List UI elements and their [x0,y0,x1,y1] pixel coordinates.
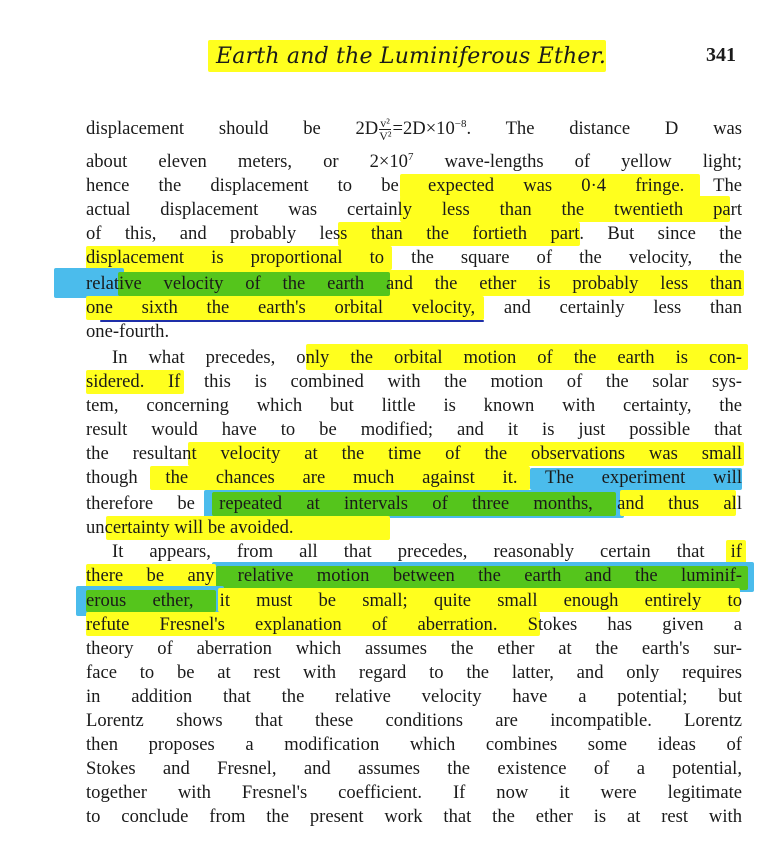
text-line: though the chances are much against it. The experiment will [86,467,742,488]
text-line-part: wave-lengths of yellow light; [413,151,742,172]
text-line: tem, concerning which but little is known with certainty, the [86,395,742,416]
text-line: therefore be repeated at intervals of three months, and thus all [86,493,742,514]
text-line: together with Fresnel's coefficient. If now it were legitimate [86,782,742,803]
text-line: one sixth the earth's orbital velocity, and certainly less than [86,297,742,318]
text-line: uncertainty will be avoided. [86,517,294,538]
text-line: relative velocity of the earth and the ether is probably less than [86,273,742,294]
fraction-denominator: V² [379,129,392,144]
text-line: sidered. If this is combined with the motion of the solar sys- [86,371,742,392]
text-line: It appears, from all that precedes, reasonably certain that if [112,541,742,562]
text-line: displacement is proportional to the square of the velocity, the [86,247,742,268]
formula-lead: displacement should be 2D [86,118,379,139]
formula-exponent: −8 [454,117,467,130]
text-line: erous ether, it must be small; quite small enough entirely to [86,590,742,611]
text-line: face to be at rest with regard to the latter, and only requires [86,662,742,683]
text-line: the resultant velocity at the time of the observations was small [86,443,742,464]
text-line-part: about eleven meters, or 2×10 [86,151,408,172]
text-line-formula [86,112,742,146]
fraction-numerator: v² [380,116,390,131]
text-line: in addition that the relative velocity have a potential; but [86,686,742,707]
text-line: one-fourth. [86,321,170,342]
running-title: Earth and the Luminiferous Ether. [216,44,607,69]
text-line: Stokes and Fresnel, and assumes the existence of a potential, [86,758,742,779]
text-line: hence the displacement to be expected was 0·4 fringe. The [86,175,742,196]
formula-tail: . The distance D was [466,118,742,139]
page-number: 341 [706,44,736,66]
formula-rhs: =2D×10 [392,118,455,139]
text-line: of this, and probably less than the fortieth part. But since the [86,223,742,244]
text-line: refute Fresnel's explanation of aberration. Stokes has given a [86,614,742,635]
text-line: result would have to be modified; and it is just possible that [86,419,742,440]
text-line [86,150,742,174]
text-line: to conclude from the present work that the ether is at rest with [86,806,742,827]
exponent: 7 [407,150,414,163]
text-line: In what precedes, only the orbital motion of the earth is con- [112,347,742,368]
velocity-ratio-fraction [379,117,391,142]
page-header [0,42,778,74]
text-line: there be any relative motion between the earth and the luminif- [86,565,742,586]
text-line: actual displacement was certainly less than the twentieth part [86,199,742,220]
text-line: then proposes a modification which combines some ideas of [86,734,742,755]
text-line: theory of aberration which assumes the ether at the earth's sur- [86,638,742,659]
text-line: Lorentz shows that these conditions are incompatible. Lorentz [86,710,742,731]
